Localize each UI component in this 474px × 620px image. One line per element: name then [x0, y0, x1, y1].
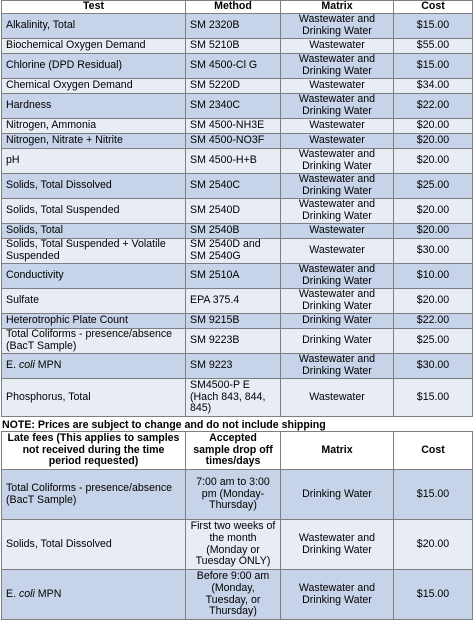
table-row [2, 314, 473, 329]
drop-off-times-cell: Before 9:00 am (Monday, Tuesday, or Thursday) [186, 570, 281, 620]
cost-cell: $20.00 [394, 119, 473, 134]
header-matrix: Matrix [281, 1, 394, 14]
drop-off-times-cell: First two weeks of the month (Monday or Tuesday ONLY) [186, 520, 281, 570]
test-name-cell [2, 354, 186, 379]
cost-cell: $15.00 [394, 470, 473, 520]
header-cost: Cost [394, 432, 473, 470]
method-cell: SM 4500-NH3E [186, 119, 281, 134]
matrix-cell: Wastewater [281, 224, 394, 239]
cost-cell: $55.00 [394, 39, 473, 54]
test-name-cell: Phosphorus, Total [2, 379, 186, 417]
test-name-italic: coli [18, 587, 35, 600]
test-name-cell: Solids, Total [2, 224, 186, 239]
test-name-cell: Nitrogen, Ammonia [2, 119, 186, 134]
test-name-cell: Chemical Oxygen Demand [2, 79, 186, 94]
matrix-cell: Wastewater and Drinking Water [281, 570, 394, 620]
test-name-cell: Hardness [2, 94, 186, 119]
matrix-cell: Drinking Water [281, 314, 394, 329]
late-fee-test-cell: Total Coliforms - presence/absence (BacT Sample) [2, 470, 186, 520]
test-name-cell: Solids, Total Dissolved [2, 174, 186, 199]
cost-cell: $15.00 [394, 570, 473, 620]
test-name-cell: Solids, Total Suspended + Volatile Suspended [2, 239, 186, 264]
late-fee-test-cell: Solids, Total Dissolved [2, 520, 186, 570]
method-cell: SM 5210B [186, 39, 281, 54]
matrix-cell: Drinking Water [281, 470, 394, 520]
cost-cell: $20.00 [394, 134, 473, 149]
table-row [2, 94, 473, 119]
cost-cell: $34.00 [394, 79, 473, 94]
method-cell: SM 2320B [186, 14, 281, 39]
matrix-cell: Wastewater [281, 39, 394, 54]
matrix-cell: Wastewater [281, 79, 394, 94]
method-cell: SM 2340C [186, 94, 281, 119]
price-note: NOTE: Prices are subject to change and do not include shipping [2, 419, 326, 431]
table-row [2, 39, 473, 54]
table-row [2, 470, 473, 520]
header-drop-off-times: Accepted sample drop off times/days [186, 432, 281, 470]
matrix-cell: Wastewater and Drinking Water [281, 54, 394, 79]
table-row [2, 174, 473, 199]
header-test: Test [2, 1, 186, 14]
method-cell: SM 9223B [186, 329, 281, 354]
method-cell: SM 2540C [186, 174, 281, 199]
cost-cell: $15.00 [394, 379, 473, 417]
cost-cell: $15.00 [394, 14, 473, 39]
cost-cell: $20.00 [394, 199, 473, 224]
test-name-cell: Total Coliforms - presence/absence (BacT Sample) [2, 329, 186, 354]
test-name-suffix: MPN [34, 587, 62, 600]
matrix-cell: Wastewater and Drinking Water [281, 149, 394, 174]
test-name-suffix: MPN [34, 359, 62, 372]
test-name-cell: Chlorine (DPD Residual) [2, 54, 186, 79]
method-cell: EPA 375.4 [186, 289, 281, 314]
table-header-row [2, 1, 473, 14]
test-name-cell: Biochemical Oxygen Demand [2, 39, 186, 54]
matrix-cell: Wastewater [281, 379, 394, 417]
cost-cell: $22.00 [394, 94, 473, 119]
table-row [2, 379, 473, 417]
header-matrix: Matrix [281, 432, 394, 470]
header-late-fees: Late fees (This applies to samples not received during the time period requested) [2, 432, 186, 470]
matrix-cell: Wastewater and Drinking Water [281, 354, 394, 379]
method-cell: SM 4500-NO3F [186, 134, 281, 149]
cost-cell: $10.00 [394, 264, 473, 289]
matrix-cell: Wastewater and Drinking Water [281, 199, 394, 224]
table-row [2, 199, 473, 224]
matrix-cell: Wastewater and Drinking Water [281, 174, 394, 199]
table-row [2, 134, 473, 149]
cost-cell: $20.00 [394, 520, 473, 570]
matrix-cell: Drinking Water [281, 329, 394, 354]
cost-cell: $22.00 [394, 314, 473, 329]
test-name-cell: Sulfate [2, 289, 186, 314]
matrix-cell: Wastewater and Drinking Water [281, 94, 394, 119]
cost-cell: $20.00 [394, 149, 473, 174]
cost-cell: $15.00 [394, 54, 473, 79]
cost-cell: $30.00 [394, 354, 473, 379]
cost-cell: $25.00 [394, 174, 473, 199]
method-cell: SM 2540D and SM 2540G [186, 239, 281, 264]
method-cell: SM 2510A [186, 264, 281, 289]
table-row [2, 289, 473, 314]
late-fee-test-cell [2, 570, 186, 620]
test-name-cell: Nitrogen, Nitrate + Nitrite [2, 134, 186, 149]
matrix-cell: Wastewater [281, 239, 394, 264]
cost-cell: $20.00 [394, 224, 473, 239]
test-name-italic: coli [18, 359, 35, 372]
table-row [2, 329, 473, 354]
matrix-cell: Wastewater and Drinking Water [281, 264, 394, 289]
table-row [2, 79, 473, 94]
table-row [2, 149, 473, 174]
test-name-prefix: E. [6, 587, 19, 600]
test-price-table [1, 0, 473, 417]
cost-cell: $30.00 [394, 239, 473, 264]
table-row [2, 354, 473, 379]
method-cell: SM 2540B [186, 224, 281, 239]
table-row [2, 224, 473, 239]
method-cell: SM4500-P E (Hach 843, 844, 845) [186, 379, 281, 417]
cost-cell: $25.00 [394, 329, 473, 354]
table-row [2, 520, 473, 570]
method-cell: SM 9223 [186, 354, 281, 379]
test-name-prefix: E. [6, 359, 19, 372]
table-row [2, 264, 473, 289]
matrix-cell: Wastewater and Drinking Water [281, 14, 394, 39]
method-cell: SM 2540D [186, 199, 281, 224]
test-name-cell: Solids, Total Suspended [2, 199, 186, 224]
test-name-cell: Alkalinity, Total [2, 14, 186, 39]
cost-cell: $20.00 [394, 289, 473, 314]
method-cell: SM 9215B [186, 314, 281, 329]
matrix-cell: Wastewater and Drinking Water [281, 520, 394, 570]
header-method: Method [186, 1, 281, 14]
table-row [2, 239, 473, 264]
test-name-cell: Conductivity [2, 264, 186, 289]
table-row [2, 14, 473, 39]
table-row [2, 570, 473, 620]
drop-off-times-cell: 7:00 am to 3:00 pm (Monday-Thursday) [186, 470, 281, 520]
test-name-cell: pH [2, 149, 186, 174]
matrix-cell: Wastewater [281, 134, 394, 149]
header-cost: Cost [394, 1, 473, 14]
late-fee-table [1, 431, 473, 620]
table-row [2, 119, 473, 134]
method-cell: SM 4500-Cl G [186, 54, 281, 79]
late-fee-header-row [2, 432, 473, 470]
matrix-cell: Wastewater [281, 119, 394, 134]
method-cell: SM 5220D [186, 79, 281, 94]
table-row [2, 54, 473, 79]
method-cell: SM 4500-H+B [186, 149, 281, 174]
matrix-cell: Wastewater and Drinking Water [281, 289, 394, 314]
test-name-cell: Heterotrophic Plate Count [2, 314, 186, 329]
